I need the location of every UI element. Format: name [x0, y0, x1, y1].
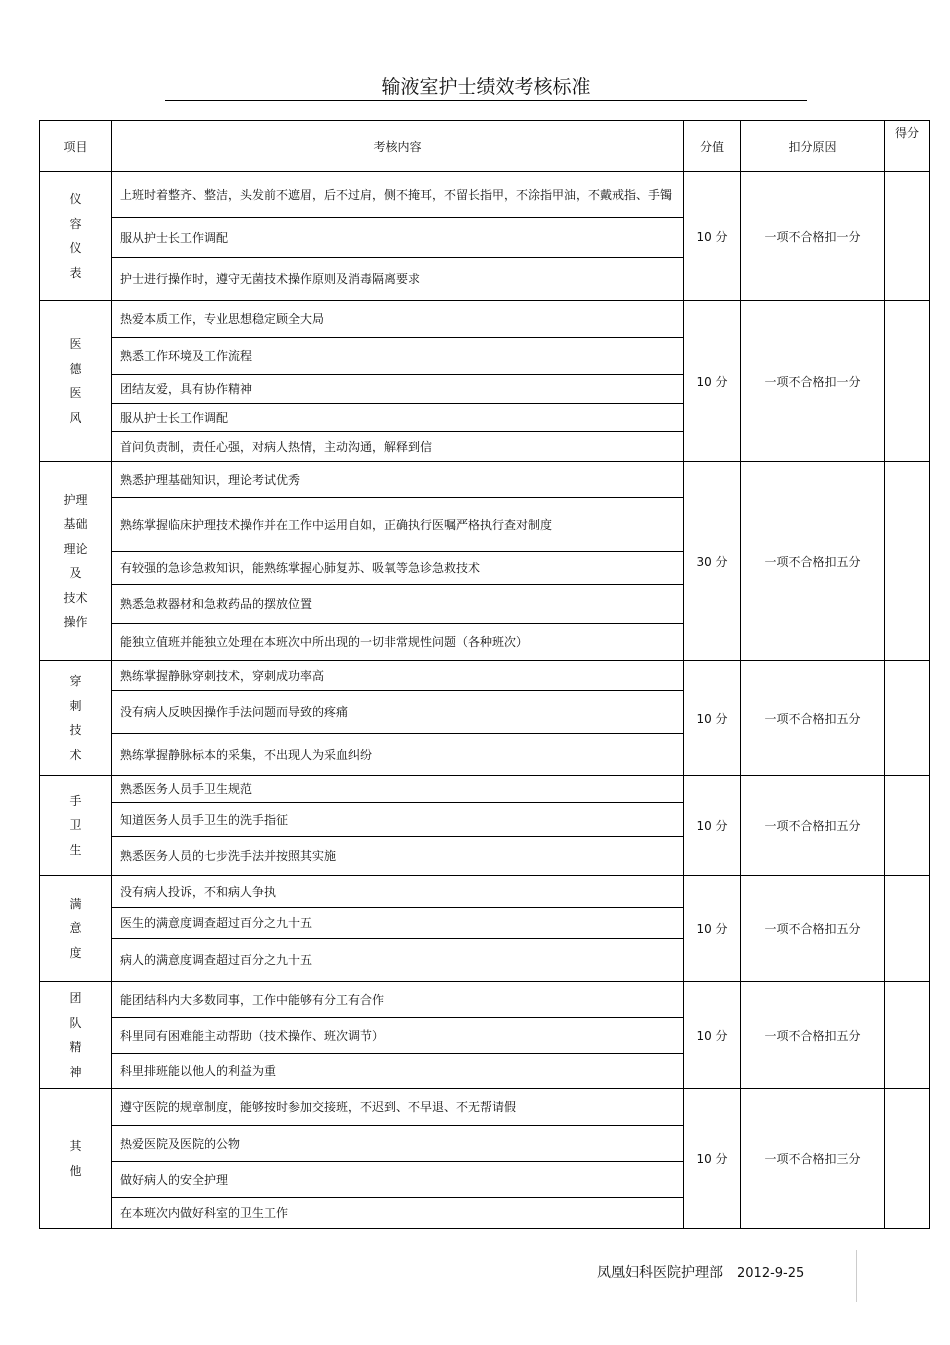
- footer-org: 凤凰妇科医院护理部: [597, 1265, 723, 1281]
- section-score: 30 分: [684, 462, 741, 661]
- assessment-item: 医生的满意度调查超过百分之九十五: [112, 908, 684, 939]
- section-deduction-rule: 一项不合格扣五分: [741, 876, 885, 982]
- category-char: 度: [69, 945, 82, 960]
- header-row: [40, 121, 930, 172]
- assessment-item: 科里同有困难能主动帮助（技术操作、班次调节）: [112, 1018, 684, 1054]
- assessment-item: 熟悉医务人员的七步洗手法并按照其实施: [112, 837, 684, 876]
- table-row: [40, 172, 930, 218]
- header-got: 得分: [885, 121, 930, 172]
- footer: [597, 1262, 804, 1282]
- category-char: 表: [69, 265, 82, 280]
- section-deduction-rule: 一项不合格扣五分: [741, 776, 885, 876]
- assessment-item: 没有病人投诉，不和病人争执: [112, 876, 684, 908]
- section-category: [40, 661, 112, 776]
- assessment-item: 做好病人的安全护理: [112, 1162, 684, 1198]
- assessment-item: 服从护士长工作调配: [112, 218, 684, 258]
- category-char: 医: [69, 337, 82, 351]
- section-score: 10 分: [684, 982, 741, 1089]
- assessment-item: 热爱医院及医院的公物: [112, 1126, 684, 1162]
- section-deduction-rule: 一项不合格扣五分: [741, 661, 885, 776]
- assessment-item: 熟练掌握静脉标本的采集，不出现人为采血纠纷: [112, 734, 684, 776]
- header-reason: 扣分原因: [741, 121, 885, 172]
- footer-divider: [856, 1250, 857, 1302]
- section-category: [40, 982, 112, 1089]
- assessment-item: 科里排班能以他人的利益为重: [112, 1054, 684, 1089]
- category-char: 术: [69, 747, 82, 762]
- table-row: [40, 1089, 930, 1126]
- assessment-item: 热爱本质工作，专业思想稳定顾全大局: [112, 301, 684, 338]
- category-char: 团: [69, 991, 82, 1005]
- table-row: [40, 661, 930, 691]
- section-deduction-rule: 一项不合格扣三分: [741, 1089, 885, 1229]
- score-input-cell[interactable]: [885, 172, 930, 301]
- score-input-cell[interactable]: [885, 462, 930, 661]
- section-score: 10 分: [684, 876, 741, 982]
- assessment-item: 服从护士长工作调配: [112, 404, 684, 432]
- assessment-item: 上班时着整齐、整洁，头发前不遮眉，后不过肩，侧不掩耳，不留长指甲，不涂指甲油，不戴戒指、手镯: [112, 172, 684, 218]
- assessment-item: 护士进行操作时，遵守无菌技术操作原则及消毒隔离要求: [112, 258, 684, 301]
- table-row: [40, 776, 930, 803]
- assessment-item: 没有病人反映因操作手法问题而导致的疼痛: [112, 691, 684, 734]
- category-char: 容: [69, 216, 82, 231]
- category-char: 医: [69, 386, 82, 400]
- footer-date: 2012-9-25: [737, 1266, 805, 1281]
- section-category: [40, 776, 112, 876]
- category-char: 生: [69, 842, 82, 857]
- category-char: 操作: [63, 615, 88, 629]
- assessment-item: 熟练掌握临床护理技术操作并在工作中运用自如，正确执行医嘱严格执行查对制度: [112, 498, 684, 552]
- category-char: 德: [69, 361, 82, 376]
- assessment-item: 熟悉医务人员手卫生规范: [112, 776, 684, 803]
- header-content: 考核内容: [112, 121, 684, 172]
- assessment-item: 遵守医院的规章制度，能够按时参加交接班，不迟到、不早退、不无帮请假: [112, 1089, 684, 1126]
- category-char: 理论: [63, 541, 88, 556]
- section-category: [40, 1089, 112, 1229]
- category-char: 风: [69, 410, 82, 425]
- category-char: 卫: [69, 818, 82, 833]
- score-input-cell[interactable]: [885, 301, 930, 462]
- section-category: [40, 301, 112, 462]
- assessment-item: 熟练掌握静脉穿刺技术，穿刺成功率高: [112, 661, 684, 691]
- table-row: [40, 982, 930, 1018]
- section-score: 10 分: [684, 301, 741, 462]
- table-row: [40, 301, 930, 338]
- score-input-cell[interactable]: [885, 661, 930, 776]
- title-underline: [165, 100, 807, 101]
- section-score: 10 分: [684, 661, 741, 776]
- assessment-item: 能独立值班并能独立处理在本班次中所出现的一切非常规性问题（各种班次）: [112, 624, 684, 661]
- category-char: 队: [69, 1015, 82, 1030]
- score-input-cell[interactable]: [885, 876, 930, 982]
- assessment-item: 熟悉工作环境及工作流程: [112, 338, 684, 375]
- category-char: 技术: [63, 590, 88, 605]
- category-char: 手: [69, 793, 82, 808]
- section-category: [40, 172, 112, 301]
- category-char: 其: [69, 1139, 82, 1153]
- assessment-item: 首问负责制，责任心强，对病人热情，主动沟通，解释到信: [112, 432, 684, 462]
- table-row: [40, 462, 930, 498]
- category-char: 护理: [63, 492, 88, 507]
- category-char: 穿: [69, 674, 82, 688]
- assessment-item: 熟悉急救器材和急救药品的摆放位置: [112, 585, 684, 624]
- score-input-cell[interactable]: [885, 982, 930, 1089]
- score-input-cell[interactable]: [885, 776, 930, 876]
- assessment-item: 有较强的急诊急救知识，能熟练掌握心肺复苏、吸氧等急诊急救技术: [112, 552, 684, 585]
- score-input-cell[interactable]: [885, 1089, 930, 1229]
- table-row: [40, 876, 930, 908]
- category-char: 技: [69, 723, 82, 737]
- header-score: 分值: [684, 121, 741, 172]
- category-char: 他: [69, 1163, 82, 1178]
- category-char: 神: [69, 1064, 82, 1079]
- category-char: 刺: [69, 698, 82, 713]
- category-char: 满: [69, 896, 82, 911]
- assessment-item: 病人的满意度调查超过百分之九十五: [112, 939, 684, 982]
- assessment-item: 知道医务人员手卫生的洗手指征: [112, 803, 684, 837]
- assessment-item: 熟悉护理基础知识，理论考试优秀: [112, 462, 684, 498]
- category-char: 及: [69, 566, 82, 580]
- category-char: 精: [69, 1040, 82, 1054]
- section-score: 10 分: [684, 172, 741, 301]
- assessment-item: 团结友爱，具有协作精神: [112, 375, 684, 404]
- category-char: 仪: [69, 192, 82, 206]
- section-score: 10 分: [684, 776, 741, 876]
- section-score: 10 分: [684, 1089, 741, 1229]
- assessment-item: 在本班次内做好科室的卫生工作: [112, 1198, 684, 1229]
- assessment-item: 能团结科内大多数同事，工作中能够有分工有合作: [112, 982, 684, 1018]
- section-deduction-rule: 一项不合格扣五分: [741, 462, 885, 661]
- section-category: [40, 462, 112, 661]
- header-category: 项目: [40, 121, 112, 172]
- section-deduction-rule: 一项不合格扣一分: [741, 301, 885, 462]
- category-char: 意: [69, 921, 82, 936]
- assessment-table: [39, 120, 930, 1229]
- page-title: 输液室护士绩效考核标准: [381, 76, 591, 98]
- section-deduction-rule: 一项不合格扣一分: [741, 172, 885, 301]
- category-char: 基础: [63, 517, 88, 531]
- section-deduction-rule: 一项不合格扣五分: [741, 982, 885, 1089]
- section-category: [40, 876, 112, 982]
- category-char: 仪: [69, 241, 82, 255]
